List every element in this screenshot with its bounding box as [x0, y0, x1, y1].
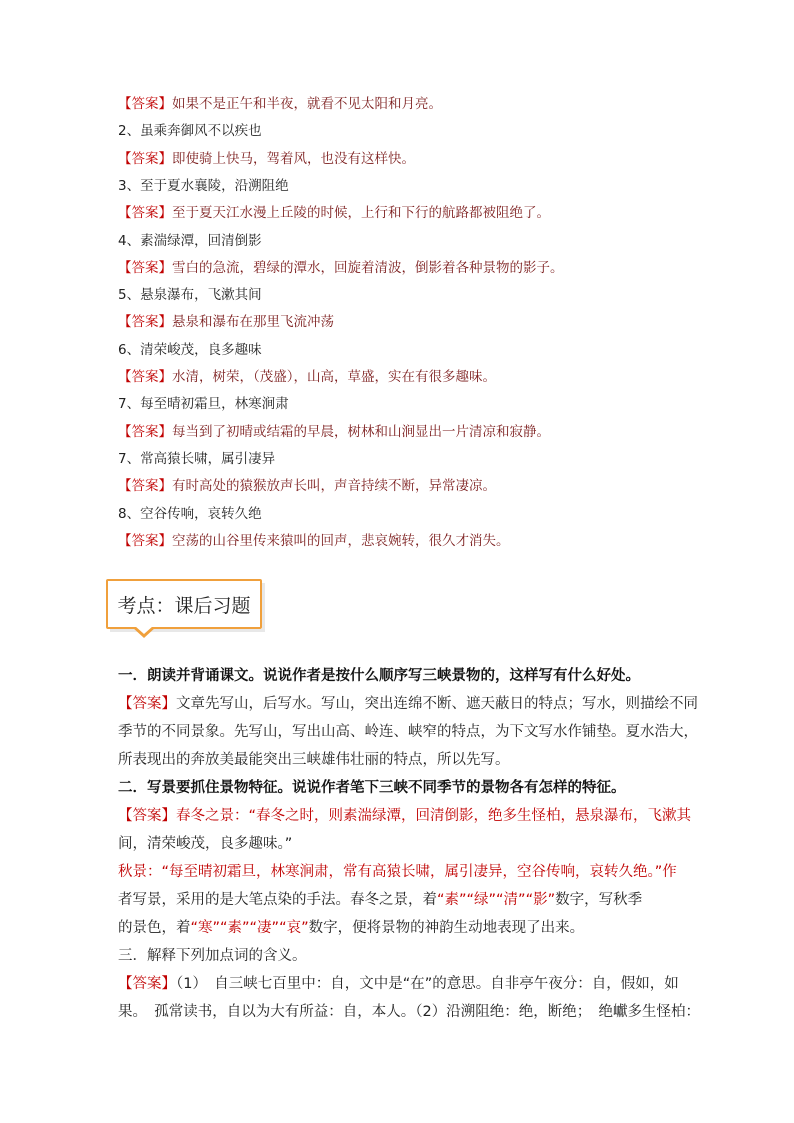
answer-2-line	[118, 918, 584, 938]
answer-text: 文章先写山，后写水。写山，突出连绵不断、遮天蔽日的特点；写水，则描绘不同	[176, 696, 698, 712]
answer-line	[118, 312, 334, 332]
answer-3-line	[118, 974, 679, 994]
answer-text: 水清，树荣，（茂盛），山高，草盛，实在有很多趣味。	[172, 369, 496, 385]
question-line: 2、虽乘奔御风不以疾也	[118, 123, 262, 140]
answer-tag: 【答案】	[118, 532, 172, 549]
answer-line	[118, 149, 415, 169]
answer-text: 每当到了初晴或结霜的早晨，树林和山涧显出一片清凉和寂静。	[172, 423, 550, 440]
answer-text-highlight: “素”“绿”“清”“影”	[437, 892, 556, 908]
answer-tag: 【答案】	[118, 808, 176, 824]
answer-line	[118, 203, 550, 223]
answer-text: 空荡的山谷里传来猿叫的回声，悲哀婉转，很久才消失。	[172, 532, 510, 549]
answer-1-line: 季节的不同景象。先写山，写出山高、岭连、峡窄的特点，为下文写水作铺垫。夏水浩大，	[118, 724, 698, 740]
callout-shadow	[262, 583, 265, 631]
answer-tag: 【答案】	[118, 478, 172, 495]
question-line: 4、素湍绿潭，回清倒影	[118, 232, 262, 249]
answer-text: 有时高处的猿猴放声长叫，声音持续不断，异常凄凉。	[172, 478, 496, 495]
answer-line	[118, 94, 442, 114]
answer-tag: 【答案】	[118, 205, 172, 222]
answer-1-line: 所表现出的奔放美最能突出三峡雄伟壮丽的特点，所以先写。	[118, 752, 510, 768]
question-line: 6、清荣峻茂，良多趣味	[118, 341, 262, 358]
question-line: 7、常高猿长啸，属引凄异	[118, 450, 276, 467]
answer-text: 即使骑上快马，驾着风，也没有这样快。	[172, 150, 415, 167]
answer-tag: 【答案】	[118, 696, 176, 712]
question-line: 7、每至晴初霜旦，林寒涧肃	[118, 396, 289, 413]
answer-text-highlight: “寒”“素”“凄”“哀”	[190, 920, 309, 936]
answer-text: 如果不是正午和半夜，就看不见太阳和月亮。	[172, 96, 442, 112]
answer-2-line: 秋景：“每至晴初霜旦，林寒涧肃，常有高猿长啸，属引凄异，空谷传响，哀转久绝。”作	[118, 864, 677, 880]
question-1: 一．朗读并背诵课文。说说作者是按什么顺序写三峡景物的，这样写有什么好处。	[118, 668, 640, 684]
answer-tag: 【答案】	[118, 259, 172, 276]
answer-3-line: 果。 孤常读书，自以为大有所益：自，本人。（2）沿溯阻绝：绝，断绝； 绝巘多生怪柏：	[118, 1004, 700, 1020]
answer-tag: 【答案】	[118, 423, 172, 440]
answer-text: （1） 自三峡七百里中：自，文中是“在”的意思。自非亭午夜分：自，假如，如	[176, 976, 679, 992]
answer-text: 春冬之景：“春冬之时，则素湍绿潭，回清倒影，绝多生怪柏，悬泉瀑布，飞漱其	[176, 808, 692, 824]
question-2: 二．写景要抓住景物特征。说说作者笔下三峡不同季节的景物各有怎样的特征。	[118, 780, 626, 796]
answer-1-line	[118, 694, 698, 714]
answer-tag: 【答案】	[118, 976, 176, 992]
answer-line	[118, 422, 550, 442]
answer-text: 悬泉和瀑布在那里飞流冲荡	[172, 314, 334, 331]
answer-text: 至于夏天江水漫上丘陵的时候，上行和下行的航路都被阻绝了。	[172, 205, 550, 222]
answer-2-line: 间，清荣峻茂，良多趣味。”	[118, 836, 293, 852]
answer-line	[118, 531, 510, 551]
answer-text: 者写景，采用的是大笔点染的手法。春冬之景，着	[118, 892, 437, 908]
question-3: 三．解释下列加点词的含义。	[118, 948, 307, 964]
section-callout-box	[106, 579, 262, 629]
question-line: 8、空谷传响，哀转久绝	[118, 505, 262, 522]
answer-2-line	[118, 890, 642, 910]
answer-line	[118, 367, 496, 387]
question-line: 5、悬泉瀑布，飞漱其间	[118, 287, 262, 304]
callout-tail	[135, 626, 153, 634]
answer-line	[118, 258, 564, 278]
answer-tag: 【答案】	[118, 150, 172, 167]
answer-text: 数字，写秋季	[555, 892, 643, 908]
answer-text: 雪白的急流，碧绿的潭水，回旋着清波，倒影着各种景物的影子。	[172, 259, 564, 276]
question-line: 3、至于夏水襄陵，沿溯阻绝	[118, 177, 289, 194]
answer-tag: 【答案】	[118, 96, 172, 112]
answer-2-line	[118, 806, 691, 826]
answer-line	[118, 476, 496, 496]
callout-title: 考点：课后习题	[117, 595, 251, 617]
answer-text: 数字，便将景物的神韵生动地表现了出来。	[308, 920, 585, 936]
answer-text: 的景色，着	[118, 920, 191, 936]
answer-tag: 【答案】	[118, 369, 172, 385]
answer-tag: 【答案】	[118, 314, 172, 331]
